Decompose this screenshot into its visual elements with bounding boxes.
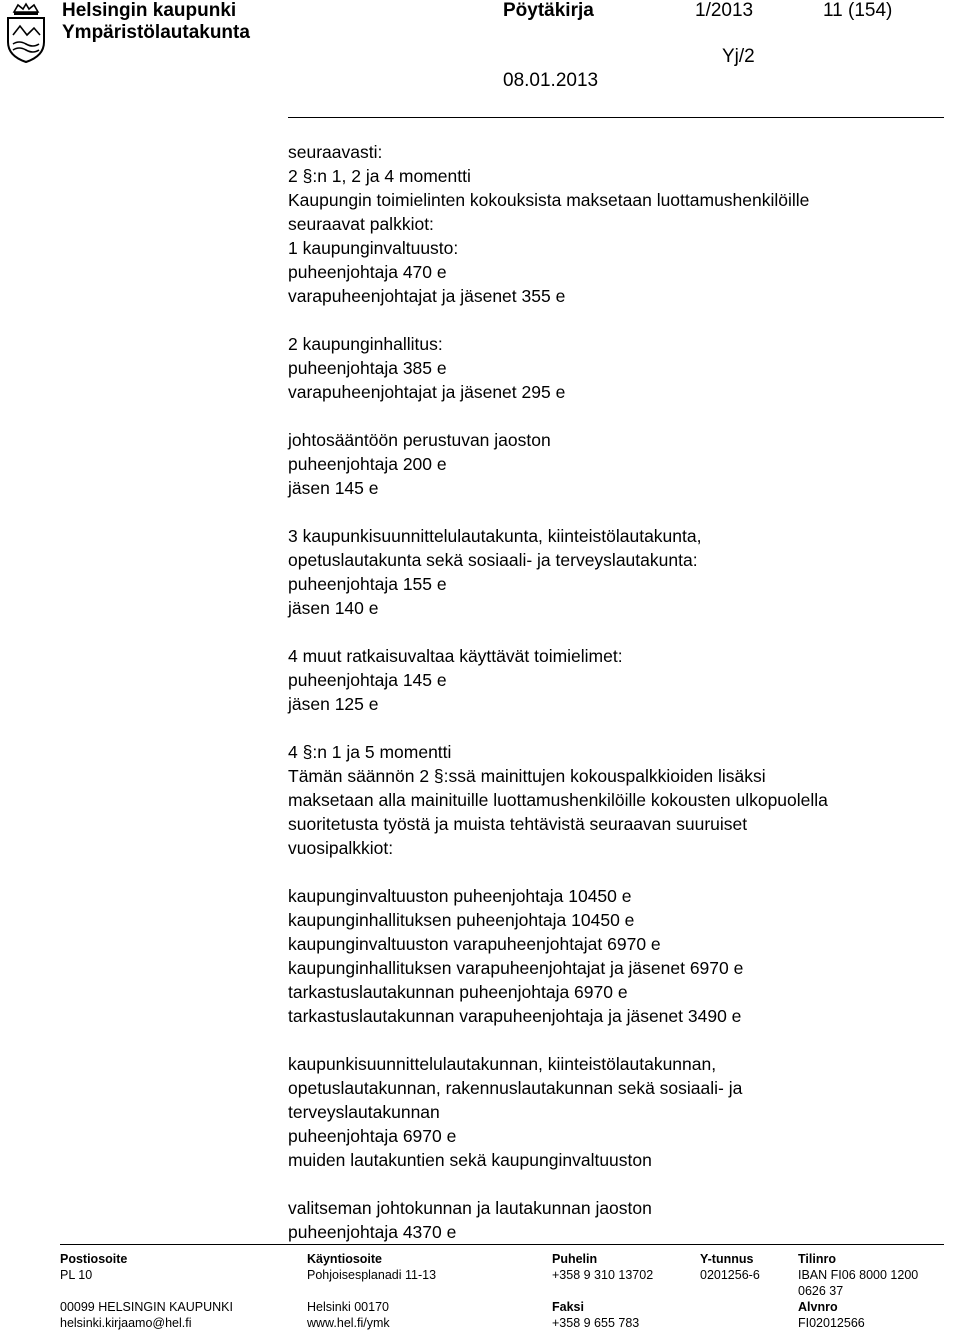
business-id: 0201256-6 xyxy=(700,1268,760,1282)
text-line: johtosääntöön perustuvan jaoston xyxy=(288,430,551,450)
minutes-body xyxy=(288,140,938,1268)
business-id-label: Y-tunnus xyxy=(700,1252,754,1266)
city-name: Helsingin kaupunki xyxy=(62,0,237,21)
text-line: varapuheenjohtajat ja jäsenet 295 e xyxy=(288,382,566,402)
paragraph xyxy=(288,428,938,500)
text-line: 2 kaupunginhallitus: xyxy=(288,334,443,354)
postal-city: 00099 HELSINGIN KAUPUNKI xyxy=(60,1300,233,1314)
paragraph xyxy=(288,1196,938,1244)
department-name: Ympäristölautakunta xyxy=(62,22,250,43)
postal-box: PL 10 xyxy=(60,1268,93,1282)
text-line: seuraavasti: xyxy=(288,142,383,162)
text-line: tarkastuslautakunnan varapuheenjohtaja ja jäsenet 3490 e xyxy=(288,1006,742,1026)
paragraph xyxy=(288,524,938,620)
postal-label: Postiosoite xyxy=(60,1252,128,1266)
text-line: muiden lautakuntien sekä kaupunginvaltuuston xyxy=(288,1150,652,1170)
visit-street: Pohjoisesplanadi 11-13 xyxy=(307,1268,437,1282)
text-line: kaupunginhallituksen puheenjohtaja 10450 e xyxy=(288,910,635,930)
text-line: Kaupungin toimielinten kokouksista maksetaan luottamushenkilöille xyxy=(288,190,810,210)
meeting-date: 08.01.2013 xyxy=(503,70,599,91)
text-line: opetuslautakunta sekä sosiaali- ja terveyslautakunta: xyxy=(288,550,698,570)
document-number: 1/2013 xyxy=(695,0,754,21)
text-line: puheenjohtaja 155 e xyxy=(288,574,447,594)
vat-label: Alvnro xyxy=(798,1300,838,1314)
text-line: jäsen 125 e xyxy=(288,694,379,714)
phone-label: Puhelin xyxy=(552,1252,598,1266)
text-line: kaupunkisuunnittelulautakunnan, kiinteistölautakunnan, xyxy=(288,1054,717,1074)
text-line: puheenjohtaja 470 e xyxy=(288,262,447,282)
text-line: jäsen 145 e xyxy=(288,478,379,498)
text-line: kaupunginvaltuuston varapuheenjohtajat 6970 e xyxy=(288,934,661,954)
text-line: 4 muut ratkaisuvaltaa käyttävät toimielimet: xyxy=(288,646,623,666)
document-type: Pöytäkirja xyxy=(503,0,594,21)
paragraph xyxy=(288,140,938,308)
paragraph xyxy=(288,332,938,404)
footer-divider xyxy=(60,1244,944,1245)
header-divider xyxy=(288,117,944,118)
phone-number: +358 9 310 13702 xyxy=(552,1268,654,1282)
text-line: valitseman johtokunnan ja lautakunnan jaoston xyxy=(288,1198,652,1218)
fax-label: Faksi xyxy=(552,1300,584,1314)
text-line: 4 §:n 1 ja 5 momentti xyxy=(288,742,452,762)
text-line: puheenjohtaja 385 e xyxy=(288,358,447,378)
page-number: 11 (154) xyxy=(823,0,893,21)
text-line: puheenjohtaja 6970 e xyxy=(288,1126,457,1146)
website: www.hel.fi/ymk xyxy=(307,1316,390,1330)
text-line: jäsen 140 e xyxy=(288,598,379,618)
email-address: helsinki.kirjaamo@hel.fi xyxy=(60,1316,192,1330)
helsinki-coat-of-arms-logo xyxy=(4,2,48,64)
text-line: vuosipalkkiot: xyxy=(288,838,394,858)
text-line: kaupunginvaltuuston puheenjohtaja 10450 e xyxy=(288,886,632,906)
paragraph xyxy=(288,740,938,860)
account-label: Tilinro xyxy=(798,1252,836,1266)
fax-number: +358 9 655 783 xyxy=(552,1316,640,1330)
visit-city: Helsinki 00170 xyxy=(307,1300,389,1314)
paragraph xyxy=(288,1052,938,1172)
text-line: puheenjohtaja 200 e xyxy=(288,454,447,474)
text-line: opetuslautakunnan, rakennuslautakunnan sekä sosiaali- ja xyxy=(288,1078,743,1098)
text-line: maksetaan alla mainituille luottamushenkilöille kokousten ulkopuolella xyxy=(288,790,828,810)
text-line: 3 kaupunkisuunnittelulautakunta, kiinteistölautakunta, xyxy=(288,526,702,546)
section-code: Yj/2 xyxy=(722,46,755,67)
account-iban: IBAN FI06 8000 1200 xyxy=(798,1268,919,1282)
vat-number: FI02012566 xyxy=(798,1316,865,1330)
visit-label: Käyntiosoite xyxy=(307,1252,383,1266)
text-line: puheenjohtaja 4370 e xyxy=(288,1222,457,1242)
text-line: Tämän säännön 2 §:ssä mainittujen kokouspalkkioiden lisäksi xyxy=(288,766,766,786)
paragraph xyxy=(288,884,938,1028)
text-line: terveyslautakunnan xyxy=(288,1102,440,1122)
text-line: tarkastuslautakunnan puheenjohtaja 6970 e xyxy=(288,982,628,1002)
account-iban-cont: 0626 37 xyxy=(798,1284,844,1298)
text-line: 2 §:n 1, 2 ja 4 momentti xyxy=(288,166,471,186)
text-line: 1 kaupunginvaltuusto: xyxy=(288,238,459,258)
text-line: varapuheenjohtajat ja jäsenet 355 e xyxy=(288,286,566,306)
text-line: puheenjohtaja 145 e xyxy=(288,670,447,690)
text-line: suoritetusta työstä ja muista tehtävistä seuraavan suuruiset xyxy=(288,814,748,834)
text-line: seuraavat palkkiot: xyxy=(288,214,434,234)
paragraph xyxy=(288,644,938,716)
text-line: kaupunginhallituksen varapuheenjohtajat ja jäsenet 6970 e xyxy=(288,958,744,978)
